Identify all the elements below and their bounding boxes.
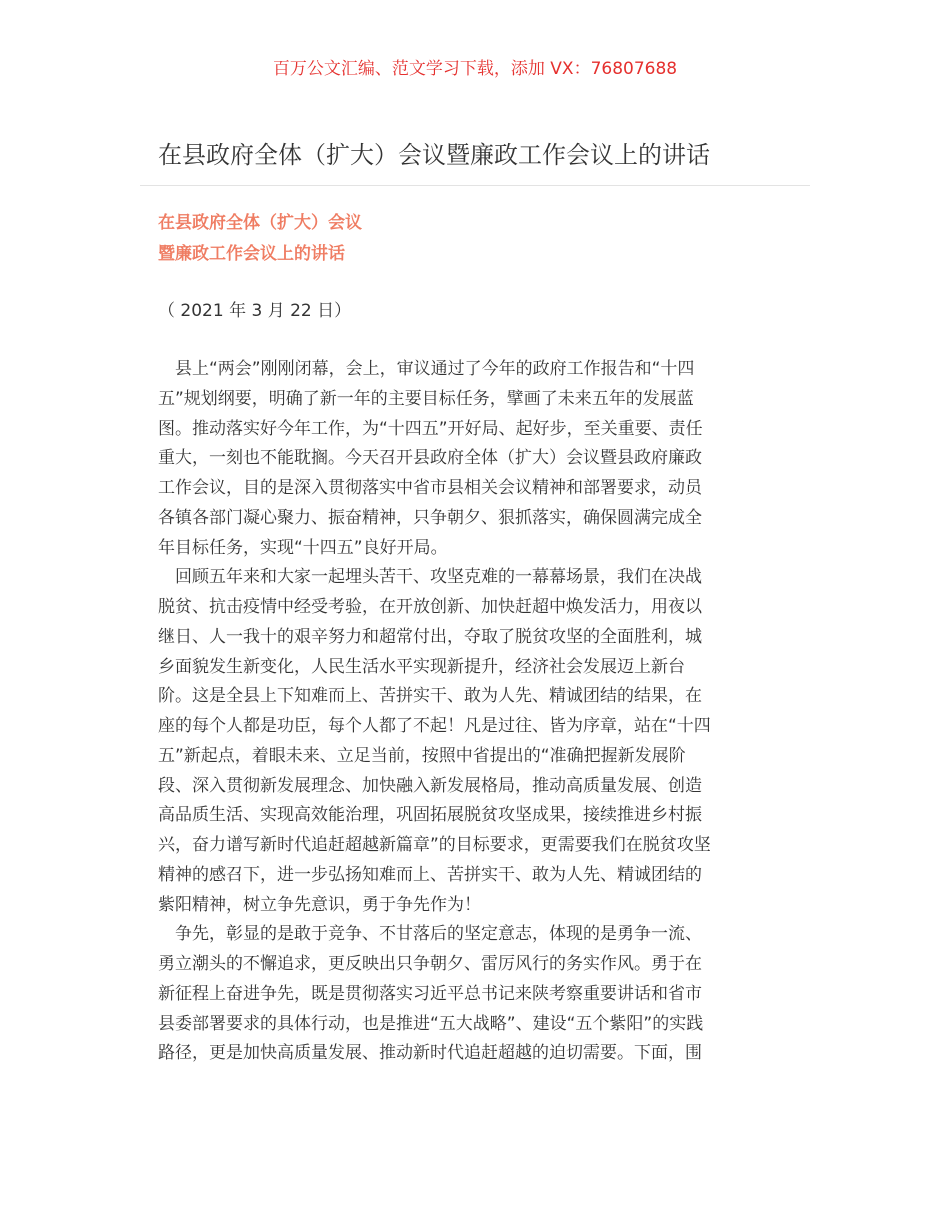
body-line: 五”新起点，着眼未来、立足当前，按照中省提出的“准确把握新发展阶 (158, 745, 686, 766)
subtitle-line: 在县政府全体（扩大）会议 (158, 213, 362, 233)
body-line: 五”规划纲要，明确了新一年的主要目标任务，擘画了未来五年的发展蓝 (158, 388, 694, 409)
body-line: 兴，奋力谱写新时代追赶超越新篇章”的目标要求，更需要我们在脱贫攻坚 (158, 835, 711, 855)
body-line: 年目标任务，实现“十四五”良好开局。 (158, 537, 448, 558)
body-line: 阶。这是全县上下知难而上、苦拼实干、敢为人先、精诚团结的结果，在 (158, 686, 702, 707)
body-line: 各镇各部门凝心聚力、振奋精神，只争朝夕、狠抓落实，确保圆满完成全 (158, 507, 702, 528)
body-line: 脱贫、抗击疫情中经受考验，在开放创新、加快赶超中焕发活力，用夜以 (158, 597, 702, 617)
body-line: 座的每个人都是功臣，每个人都了不起！凡是过往、皆为序章，站在“十四 (158, 716, 711, 736)
article-body (158, 355, 798, 1069)
body-line: 回顾五年来和大家一起埋头苦干、攻坚克难的一幕幕场景，我们在决战 (158, 567, 702, 588)
body-line: 继日、人一我十的艰辛努力和超常付出，夺取了脱贫攻坚的全面胜利，城 (158, 626, 702, 647)
body-line: 路径，更是加快高质量发展、推动新时代追赶超越的迫切需要。下面，围 (158, 1043, 702, 1064)
body-line: 县委部署要求的具体行动，也是推进“五大战略”、建设“五个紫阳”的实践 (158, 1013, 704, 1034)
body-line: 精神的感召下，进一步弘扬知难而上、苦拼实干、敢为人先、精诚团结的 (158, 864, 702, 885)
speech-date: （ 2021 年 3 月 22 日） (158, 301, 352, 321)
body-line: 勇立潮头的不懈追求，更反映出只争朝夕、雷厉风行的务实作风。勇于在 (158, 954, 702, 974)
body-line: 工作会议，目的是深入贯彻落实中省市县相关会议精神和部署要求，动员 (158, 478, 702, 498)
body-line: 紫阳精神，树立争先意识，勇于争先作为！ (158, 894, 481, 915)
body-line: 高品质生活、实现高效能治理，巩固拓展脱贫攻坚成果，接续推进乡村振 (158, 805, 702, 826)
body-line: 图。推动落实好今年工作，为“十四五”开好局、起好步，至关重要、责任 (158, 418, 703, 439)
header-banner: 百万公文汇编、范文学习下载，添加 VX：76807688 (272, 59, 678, 79)
body-line: 争先，彰显的是敢于竞争、不甘落后的坚定意志，体现的是勇争一流、 (158, 924, 702, 945)
body-line: 新征程上奋进争先，既是贯彻落实习近平总书记来陕考察重要讲话和省市 (158, 983, 702, 1004)
title-divider (140, 185, 810, 186)
page-title: 在县政府全体（扩大）会议暨廉政工作会议上的讲话 (158, 141, 710, 169)
body-line: 乡面貌发生新变化，人民生活水平实现新提升，经济社会发展迈上新台 (158, 656, 685, 677)
body-line: 段、深入贯彻新发展理念、加快融入新发展格局，推动高质量发展、创造 (158, 775, 702, 796)
body-line: 县上“两会”刚刚闭幕，会上，审议通过了今年的政府工作报告和“十四 (158, 359, 695, 379)
article-subtitle (158, 208, 798, 270)
subtitle-line: 暨廉政工作会议上的讲话 (158, 244, 345, 264)
body-line: 重大，一刻也不能耽搁。今天召开县政府全体（扩大）会议暨县政府廉政 (158, 448, 702, 469)
